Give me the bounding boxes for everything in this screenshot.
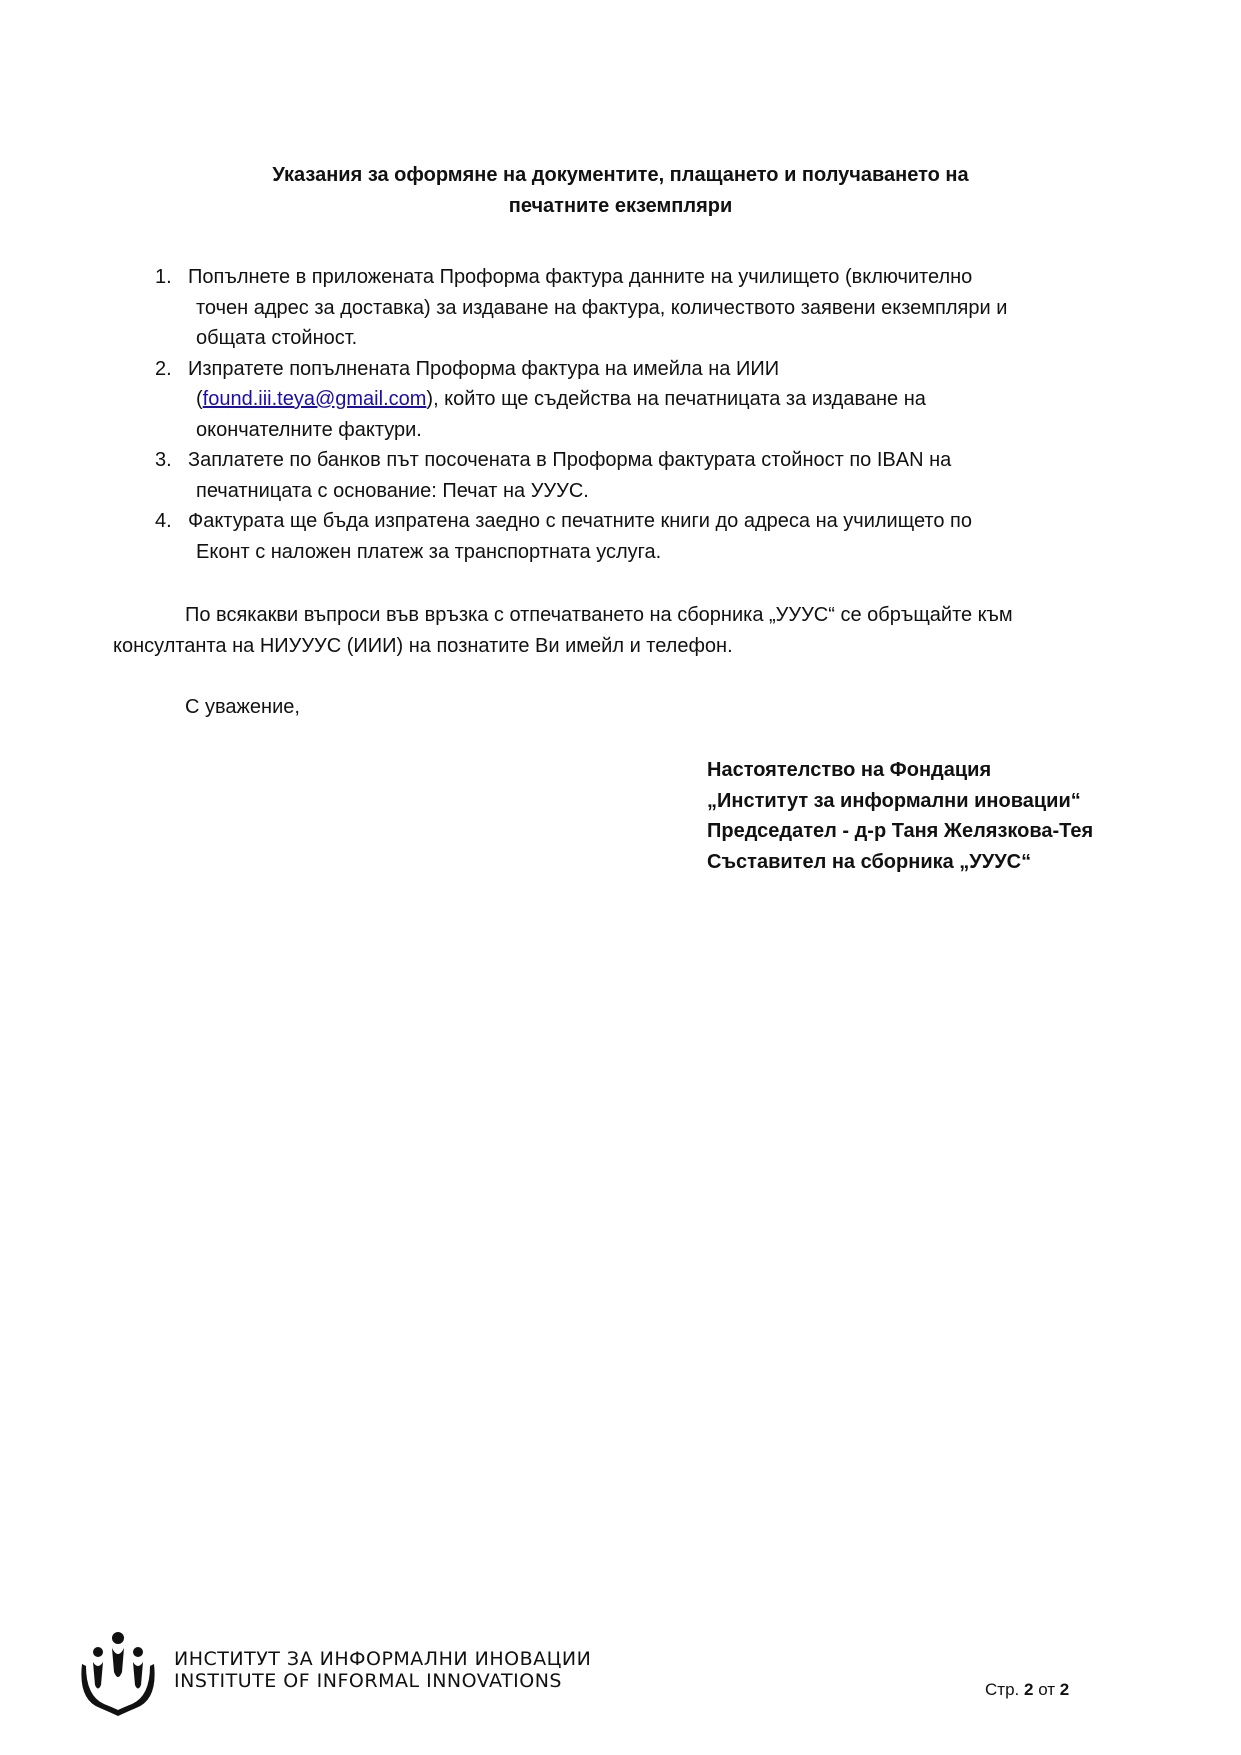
signature-line: „Институт за информални иновации“ <box>707 789 1081 812</box>
signature-line: Настоятелство на Фондация <box>707 759 992 781</box>
paren-open: ( <box>196 388 203 410</box>
item-text-with-email <box>188 384 1115 415</box>
instruction-item <box>155 354 1115 446</box>
document-title-line-2: печатните екземпляри <box>508 195 733 217</box>
item-text: Попълнете в приложената Проформа фактура данните на училището (включително <box>188 266 973 288</box>
signature-line: Председател - д-р Таня Желязкова-Тея <box>707 820 1094 842</box>
document-title-line-1: Указания за оформяне на документите, плащането и получаването на <box>272 164 969 186</box>
institute-name-en: INSTITUTE OF INFORMAL INNOVATIONS <box>174 1670 562 1692</box>
contact-paragraph-line-1: По всякакви въпроси във връзка с отпечатването на сборника „УУУС“ се обръщайте към <box>185 604 1013 626</box>
item-text: Изпратете попълнената Проформа фактура на имейла на ИИИ <box>188 357 780 380</box>
instruction-item <box>155 506 1115 567</box>
institute-name-bg: ИНСТИТУТ ЗА ИНФОРМАЛНИ ИНОВАЦИИ <box>174 1648 592 1670</box>
instruction-item <box>155 262 1115 354</box>
signature-block <box>707 755 1093 877</box>
signature-line: Съставител на сборника „УУУС“ <box>707 850 1032 873</box>
institute-name <box>174 1648 591 1692</box>
item-number: 2. <box>155 357 172 380</box>
page-of: от <box>1038 1680 1056 1699</box>
page-current: 2 <box>1023 1680 1034 1699</box>
page-number <box>985 1680 1069 1700</box>
page-total: 2 <box>1059 1680 1070 1699</box>
item-number: 1. <box>155 266 172 288</box>
item-number: 4. <box>155 510 172 532</box>
item-text-rest: ), който ще съдейства на печатницата за издаване на <box>426 388 926 410</box>
contact-paragraph-line-2: консултанта на НИУУУС (ИИИ) на познатите Ви имейл и телефон. <box>113 635 733 657</box>
institute-logo-icon <box>78 1630 158 1725</box>
item-text: общата стойност. <box>196 327 358 349</box>
closing-text: С уважение, <box>185 696 300 718</box>
instructions-list <box>155 262 1115 567</box>
item-text: окончателните фактури. <box>196 418 422 441</box>
email-link[interactable]: found.iii.teya@gmail.com <box>202 388 427 410</box>
item-text: Заплатете по банков път посочената в Проформа фактурата стойност по IBAN на <box>188 449 952 471</box>
page-prefix: Стр. <box>985 1680 1020 1699</box>
item-text: Фактурата ще бъда изпратена заедно с печатните книги до адреса на училището по <box>188 510 972 532</box>
item-text: печатницата с основание: Печат на УУУС. <box>196 479 589 502</box>
item-text: Еконт с наложен платеж за транспортната услуга. <box>196 540 662 563</box>
item-number: 3. <box>155 449 172 471</box>
item-text: точен адрес за доставка) за издаване на фактура, количеството заявени екземпляри и <box>196 296 1008 319</box>
instruction-item <box>155 445 1115 506</box>
